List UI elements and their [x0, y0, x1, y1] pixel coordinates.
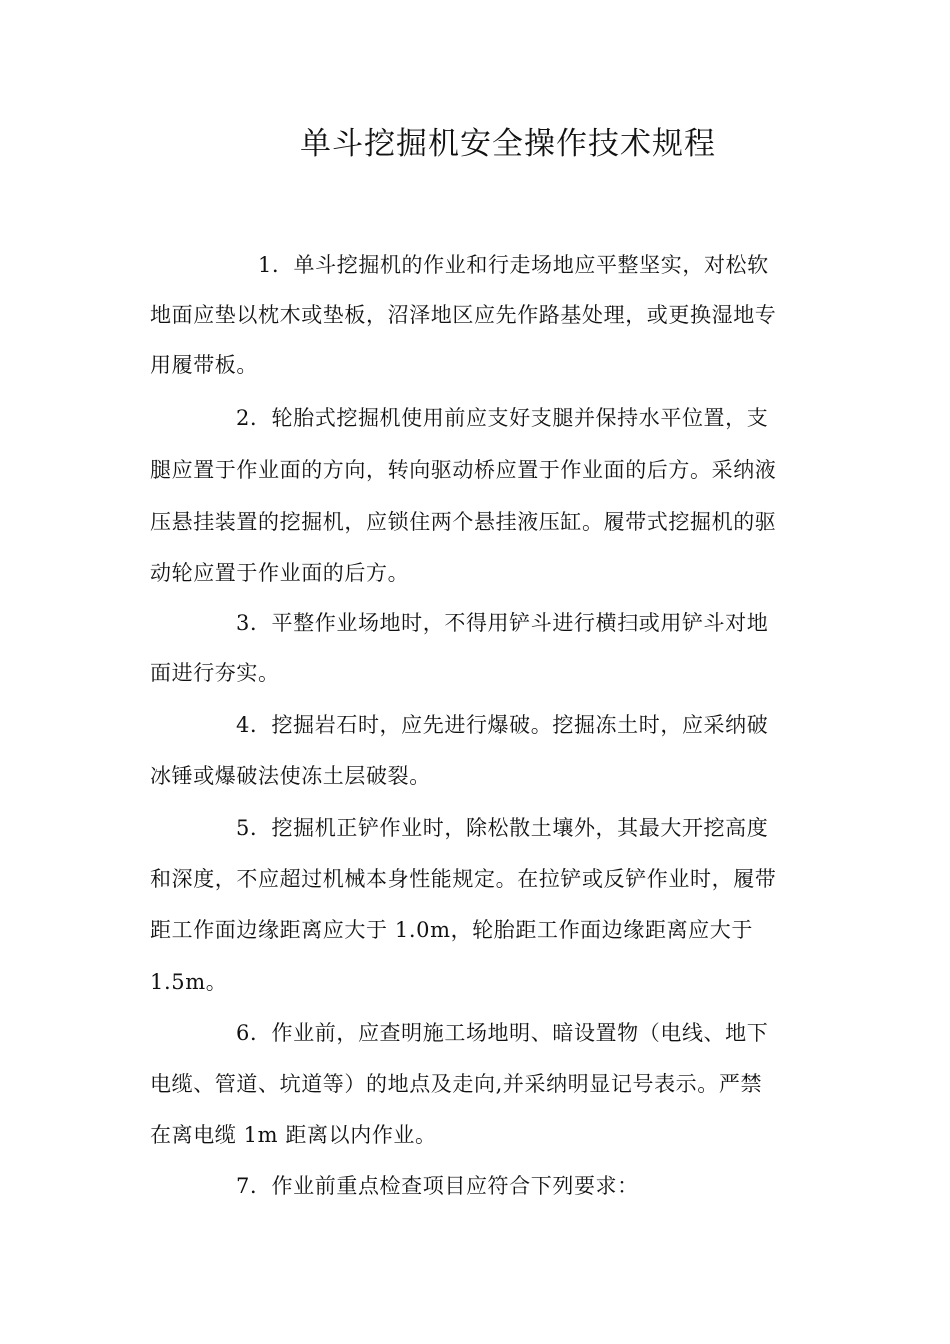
paragraph-2-line-2: 腿应置于作业面的方向，转向驱动桥应置于作业面的后方。采纳液	[150, 458, 777, 482]
paragraph-6-line-3: 在离电缆 1m 距离以内作业。	[150, 1123, 437, 1147]
paragraph-5-line-1: 5．挖掘机正铲作业时，除松散土壤外，其最大开挖高度	[236, 816, 769, 840]
paragraph-1-line-3: 用履带板。	[150, 353, 258, 377]
paragraph-6-line-1: 6．作业前，应查明施工场地明、暗设置物（电线、地下	[236, 1021, 769, 1045]
paragraph-4-line-2: 冰锤或爆破法使冻土层破裂。	[150, 764, 431, 788]
paragraph-2-line-3: 压悬挂装置的挖掘机，应锁住两个悬挂液压缸。履带式挖掘机的驱	[150, 510, 777, 534]
paragraph-4-line-1: 4．挖掘岩石时，应先进行爆破。挖掘冻土时，应采纳破	[236, 713, 769, 737]
paragraph-1-line-1: 1．单斗挖掘机的作业和行走场地应平整坚实，对松软	[258, 253, 769, 277]
paragraph-6-line-2: 电缆、管道、坑道等）的地点及走向,并采纳明显记号表示。严禁	[150, 1072, 763, 1096]
paragraph-5-line-3: 距工作面边缘距离应大于 1.0m，轮胎距工作面边缘距离应大于	[150, 918, 753, 942]
paragraph-5-line-2: 和深度，不应超过机械本身性能规定。在拉铲或反铲作业时，履带	[150, 867, 777, 891]
paragraph-5-line-4: 1.5m。	[150, 970, 228, 994]
paragraph-1-line-2: 地面应垫以枕木或垫板，沼泽地区应先作路基处理，或更换湿地专	[150, 303, 777, 327]
paragraph-2-line-1: 2．轮胎式挖掘机使用前应支好支腿并保持水平位置，支	[236, 406, 769, 430]
paragraph-2-line-4: 动轮应置于作业面的后方。	[150, 561, 410, 585]
paragraph-3-line-2: 面进行夯实。	[150, 661, 280, 685]
document-title: 单斗挖掘机安全操作技术规程	[300, 126, 716, 162]
paragraph-3-line-1: 3．平整作业场地时，不得用铲斗进行横扫或用铲斗对地	[236, 611, 769, 635]
paragraph-7-line-1: 7．作业前重点检查项目应符合下列要求：	[236, 1174, 639, 1198]
